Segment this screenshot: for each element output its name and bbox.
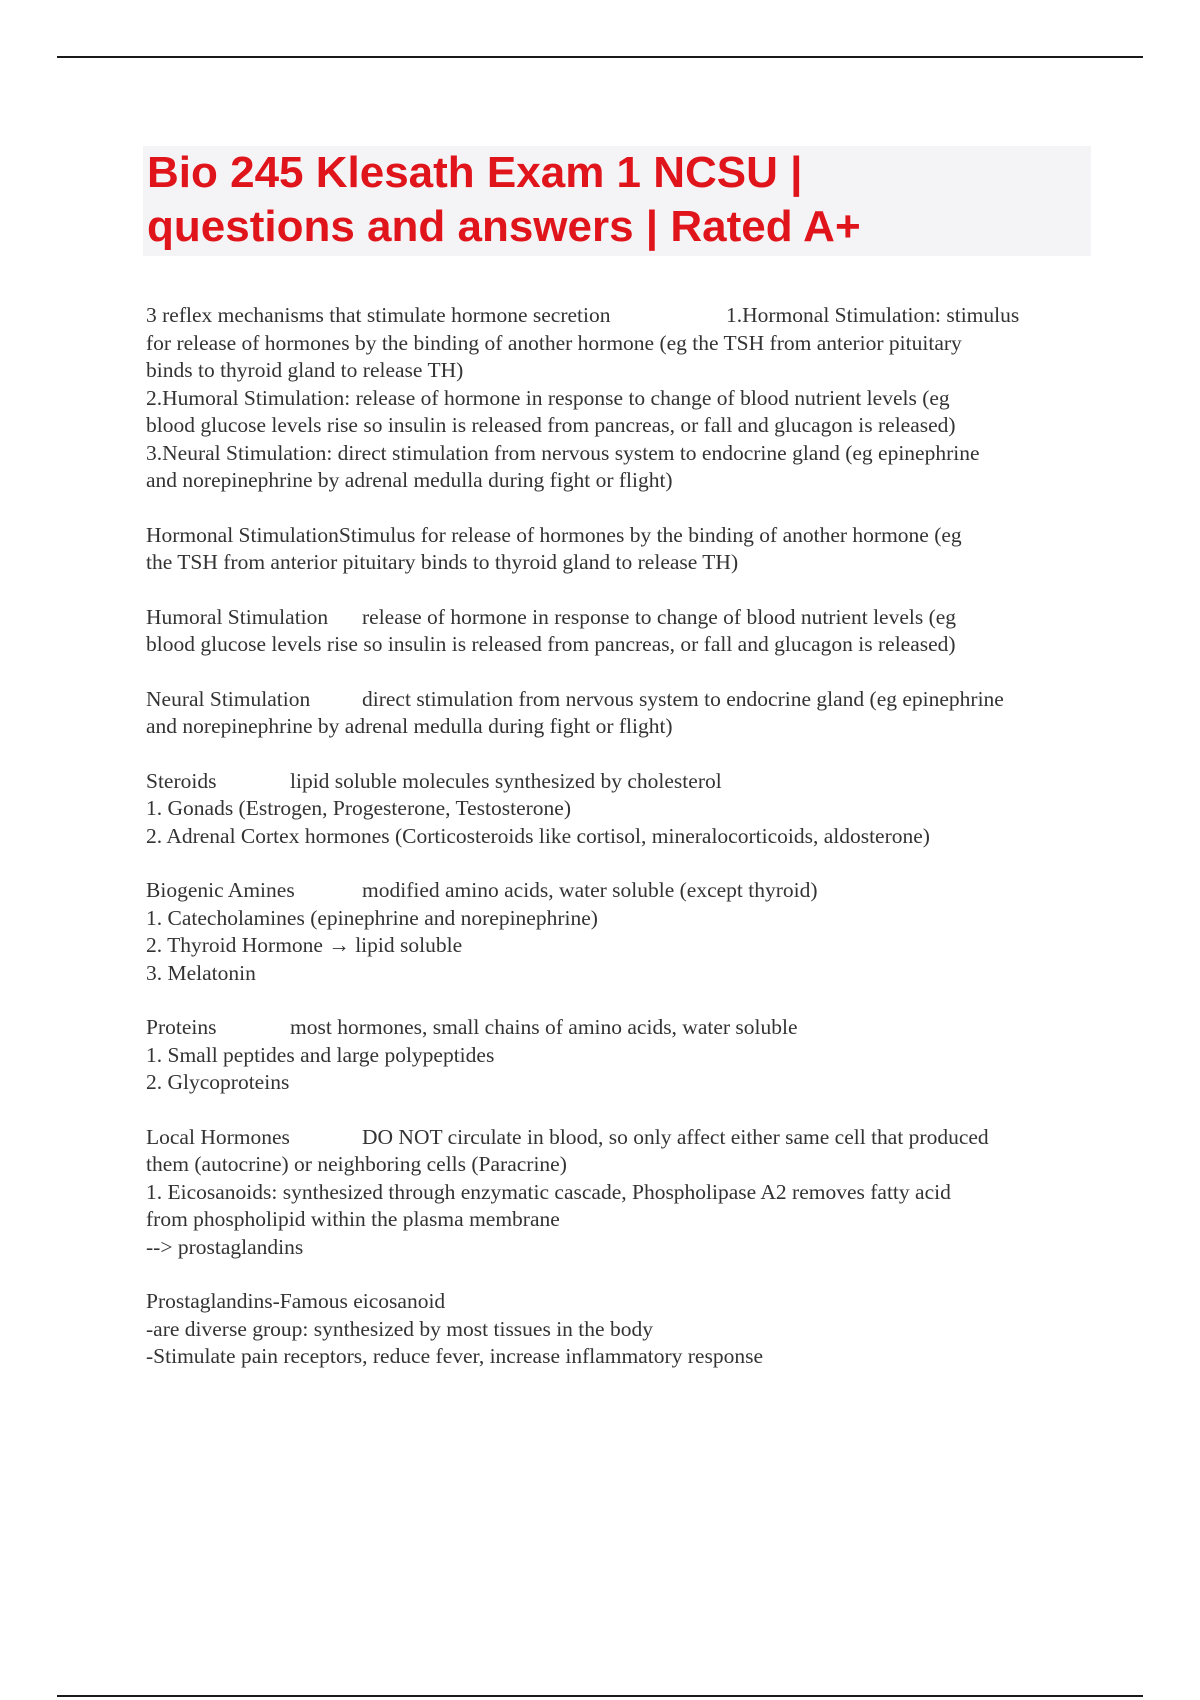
title-line-2: questions and answers | Rated A+ (147, 202, 861, 251)
entry-definition-line: 1. Eicosanoids: synthesized through enzymatic cascade, Phospholipase A2 removes fatty acid (146, 1179, 951, 1204)
flashcard-entry (146, 604, 1096, 659)
entry-definition-line: 1. Small peptides and large polypeptides (146, 1042, 495, 1067)
entry-definition-line: DO NOT circulate in blood, so only affect either same cell that produced (362, 1124, 989, 1149)
flashcard-entry (146, 1124, 1096, 1262)
entry-term: Hormonal Stimulation (146, 522, 339, 547)
entry-term: Neural Stimulation (146, 686, 311, 711)
entry-definition-line: 2. Glycoproteins (146, 1070, 290, 1094)
entry-definition-line: --> prostaglandins (146, 1234, 304, 1259)
flashcard-list (146, 302, 1096, 1398)
entry-term: Humoral Stimulation (146, 604, 329, 629)
entry-definition-line: Stimulus for release of hormones by the binding of another hormone (eg (338, 522, 962, 547)
flashcard-entry (146, 768, 1096, 851)
entry-definition-line: most hormones, small chains of amino acids, water soluble (290, 1015, 798, 1039)
flashcard-entry (146, 686, 1096, 741)
entry-term: Proteins (146, 1015, 217, 1039)
bottom-rule (57, 1695, 1143, 1697)
entry-definition-line: 1.Hormonal Stimulation: stimulus (726, 303, 1020, 327)
flashcard-entry (146, 302, 1096, 495)
entry-definition-line: 1. Catecholamines (epinephrine and norepinephrine) (146, 905, 598, 930)
entry-first-line (146, 1014, 1096, 1042)
entry-definition-line: for release of hormones by the binding of another hormone (eg the TSH from anterior pituitary (146, 330, 962, 355)
entry-definition-line: the TSH from anterior pituitary binds to thyroid gland to release TH) (146, 550, 739, 574)
entry-definition-line: release of hormone in response to change of blood nutrient levels (eg (362, 604, 957, 629)
entry-term: Prostaglandins (146, 1289, 273, 1313)
entry-definition-line: them (autocrine) or neighboring cells (Paracrine) (146, 1152, 567, 1176)
document-title (147, 146, 1087, 254)
entry-definition-line: -Famous eicosanoid (272, 1289, 446, 1313)
flashcard-entry (146, 1014, 1096, 1097)
flashcard-entry (146, 877, 1096, 987)
title-line-1: Bio 245 Klesath Exam 1 NCSU | (147, 148, 803, 197)
entry-first-line (146, 768, 1096, 796)
entry-first-line (146, 877, 1096, 905)
entry-definition-line: binds to thyroid gland to release TH) (146, 358, 464, 382)
entry-definition-line: 3. Melatonin (146, 960, 256, 985)
entry-definition-line: 2. Thyroid Hormone → lipid soluble (146, 933, 463, 957)
entry-first-line (146, 522, 1096, 550)
entry-definition-line: lipid soluble molecules synthesized by cholesterol (290, 768, 722, 793)
top-rule (57, 56, 1143, 58)
entry-definition-line: and norepinephrine by adrenal medulla during fight or flight) (146, 468, 673, 492)
entry-definition-line: direct stimulation from nervous system to endocrine gland (eg epinephrine (362, 686, 1004, 711)
entry-definition-line: blood glucose levels rise so insulin is released from pancreas, or fall and glucagon is released) (146, 413, 956, 437)
entry-definition-line: modified amino acids, water soluble (except thyroid) (362, 878, 818, 902)
entry-definition-line: 2.Humoral Stimulation: release of hormone in response to change of blood nutrient levels (eg (146, 385, 950, 410)
entry-definition-line: 1. Gonads (Estrogen, Progesterone, Testosterone) (146, 796, 572, 820)
entry-definition-line: 2. Adrenal Cortex hormones (Corticosteroids like cortisol, mineralocorticoids, aldosterone) (146, 823, 930, 848)
flashcard-entry (146, 1288, 1096, 1371)
entry-first-line (146, 686, 1096, 714)
entry-definition-line: 3.Neural Stimulation: direct stimulation from nervous system to endocrine gland (eg epinephrine (146, 440, 980, 465)
entry-term: 3 reflex mechanisms that stimulate hormone secretion (146, 303, 611, 327)
entry-term: Steroids (146, 768, 217, 793)
entry-term: Biogenic Amines (146, 878, 295, 902)
flashcard-entry (146, 522, 1096, 577)
entry-definition-line: and norepinephrine by adrenal medulla during fight or flight) (146, 714, 673, 738)
entry-first-line (146, 302, 1096, 330)
entry-definition-line: -are diverse group: synthesized by most tissues in the body (146, 1316, 653, 1341)
entry-definition-line: from phospholipid within the plasma membrane (146, 1207, 560, 1231)
entry-first-line (146, 1288, 1096, 1316)
entry-definition-line: -Stimulate pain receptors, reduce fever, increase inflammatory response (146, 1344, 764, 1368)
entry-term: Local Hormones (146, 1124, 290, 1149)
entry-first-line (146, 1124, 1096, 1152)
entry-definition-line: blood glucose levels rise so insulin is released from pancreas, or fall and glucagon is released) (146, 632, 956, 656)
entry-first-line (146, 604, 1096, 632)
